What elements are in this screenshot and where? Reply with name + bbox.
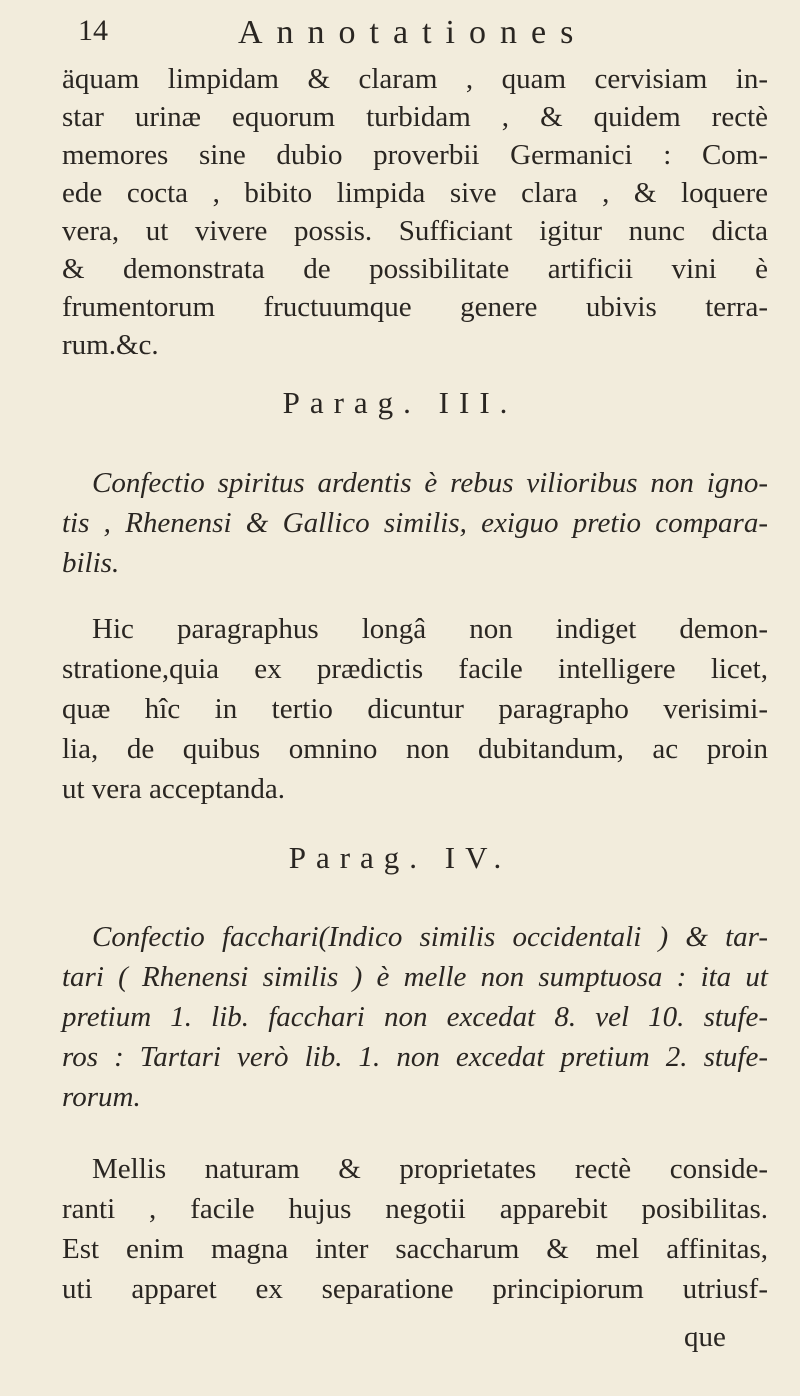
page-header	[38, 14, 778, 54]
italic-summary-line: tis , Rhenensi & Gallico similis, exiguo pretio compara-	[62, 507, 768, 539]
italic-summary-line: Confectio spiritus ardentis è rebus vilioribus non igno-	[92, 467, 768, 499]
text-line: & demonstrata de possibilitate artificii vini è	[62, 253, 768, 285]
text-line: ede cocta , bibito limpida sive clara , & loquere	[62, 177, 768, 209]
text-line: memores sine dubio proverbii Germanici : Com-	[62, 139, 768, 171]
text-line: Est enim magna inter saccharum & mel affinitas,	[62, 1233, 768, 1265]
catchword: que	[684, 1321, 726, 1353]
italic-summary-line: tari ( Rhenensi similis ) è melle non sumptuosa : ita ut	[62, 961, 768, 993]
italic-summary-line: Confectio facchari(Indico similis occidentali ) & tar-	[92, 921, 768, 953]
text-line: Mellis naturam & proprietates rectè conside-	[92, 1153, 768, 1185]
page-number: 14	[78, 14, 108, 47]
text-line: vera, ut vivere possis. Sufficiant igitur nunc dicta	[62, 215, 768, 247]
italic-summary-line: bilis.	[62, 547, 120, 579]
running-title: Annotationes	[238, 14, 588, 51]
text-line: star urinæ equorum turbidam , & quidem rectè	[62, 101, 768, 133]
text-line: uti apparet ex separatione principiorum utriusf-	[62, 1273, 768, 1305]
section-heading: Parag. III.	[282, 385, 518, 420]
text-line: ranti , facile hujus negotii apparebit posibilitas.	[62, 1193, 768, 1225]
italic-summary-line: rorum.	[62, 1081, 141, 1113]
text-line: rum.&c.	[62, 329, 159, 361]
text-line: ut vera acceptanda.	[62, 773, 285, 805]
text-line: stratione,quia ex prædictis facile intelligere licet,	[62, 653, 768, 685]
italic-summary-line: ros : Tartari verò lib. 1. non excedat pretium 2. stufe-	[62, 1041, 768, 1073]
text-line: frumentorum fructuumque genere ubivis terra-	[62, 291, 768, 323]
section-heading: Parag. IV.	[288, 840, 512, 875]
italic-summary-line: pretium 1. lib. facchari non excedat 8. vel 10. stufe-	[62, 1001, 768, 1033]
text-line: quæ hîc in tertio dicuntur paragrapho verisimi-	[62, 693, 768, 725]
text-line: Hic paragraphus longâ non indiget demon-	[92, 613, 768, 645]
text-line: lia, de quibus omnino non dubitandum, ac proin	[62, 733, 768, 765]
text-line: äquam limpidam & claram , quam cervisiam in-	[62, 63, 768, 95]
